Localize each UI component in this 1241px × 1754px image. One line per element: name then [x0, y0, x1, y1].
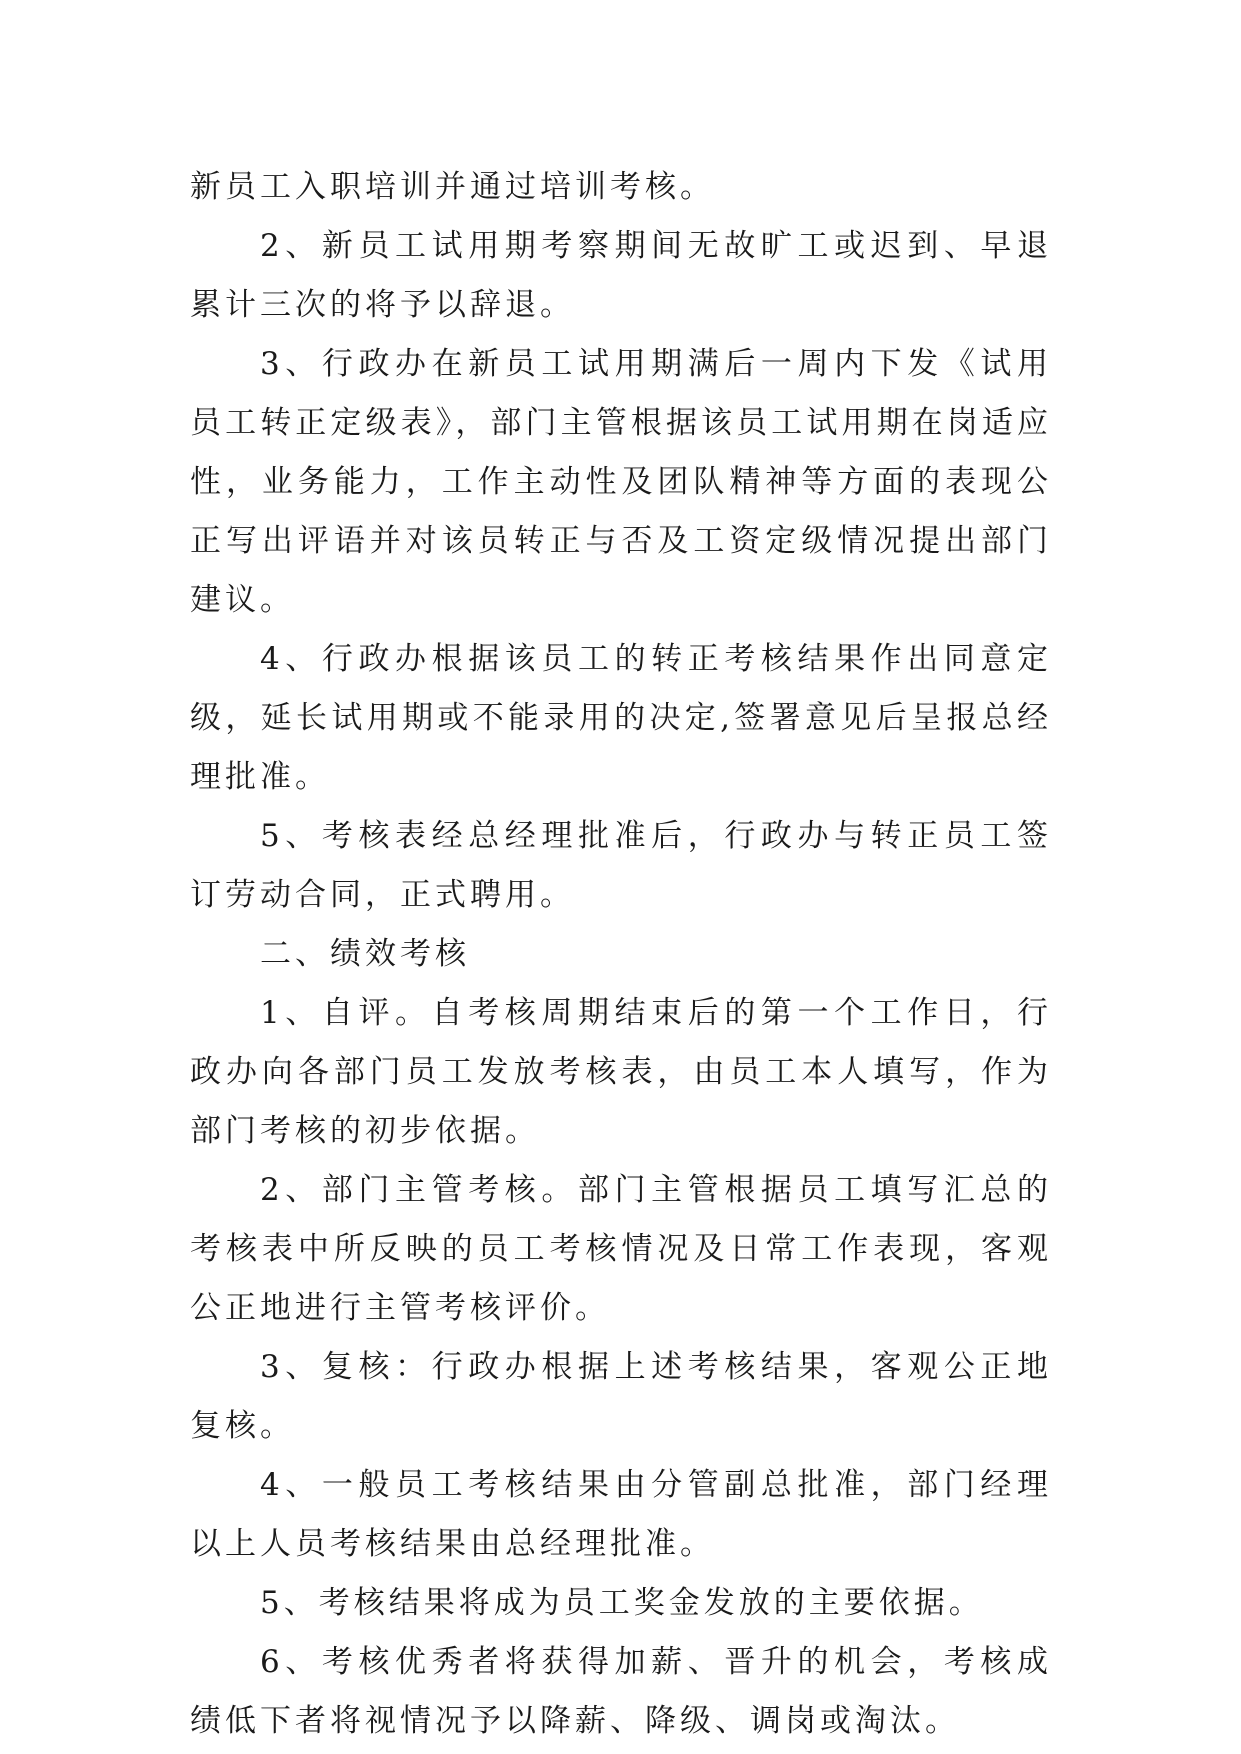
- paragraph-rewards-penalties: 6、考核优秀者将获得加薪、晋升的机会，考核成绩低下者将视情况予以降薪、降级、调岗或淘汰。: [190, 1644, 1052, 1739]
- paragraph-approval: 4、一般员工考核结果由分管副总批准，部门经理以上人员考核结果由总经理批准。: [190, 1467, 1052, 1562]
- section-heading-performance: 二、绩效考核: [260, 936, 470, 972]
- paragraph-admin-decision: 4、行政办根据该员工的转正考核结果作出同意定级，延长试用期或不能录用的决定,签署意见后呈报总经理批准。: [190, 641, 1052, 795]
- paragraph-recheck: 3、复核：行政办根据上述考核结果，客观公正地复核。: [190, 1349, 1052, 1444]
- paragraph-supervisor-review: 2、部门主管考核。部门主管根据员工填写汇总的考核表中所反映的员工考核情况及日常工作表现，客观公正地进行主管考核评价。: [190, 1172, 1052, 1326]
- document-body: [190, 158, 1052, 1751]
- paragraph-bonus-basis: 5、考核结果将成为员工奖金发放的主要依据。: [260, 1585, 984, 1621]
- paragraph-regularization-form: 3、行政办在新员工试用期满后一周内下发《试用员工转正定级表》，部门主管根据该员工试用期在岗适应性，业务能力，工作主动性及团队精神等方面的表现公正写出评语并对该员转正与否及工资定级情况提出部门建议。: [190, 346, 1052, 618]
- paragraph-probation-absence: 2、新员工试用期考察期间无故旷工或迟到、早退累计三次的将予以辞退。: [190, 228, 1052, 323]
- paragraph-self-evaluation: 1、自评。自考核周期结束后的第一个工作日，行政办向各部门员工发放考核表，由员工本人填写，作为部门考核的初步依据。: [190, 995, 1052, 1149]
- paragraph-labor-contract: 5、考核表经总经理批准后，行政办与转正员工签订劳动合同，正式聘用。: [190, 818, 1052, 913]
- paragraph-continuation: 新员工入职培训并通过培训考核。: [190, 169, 715, 205]
